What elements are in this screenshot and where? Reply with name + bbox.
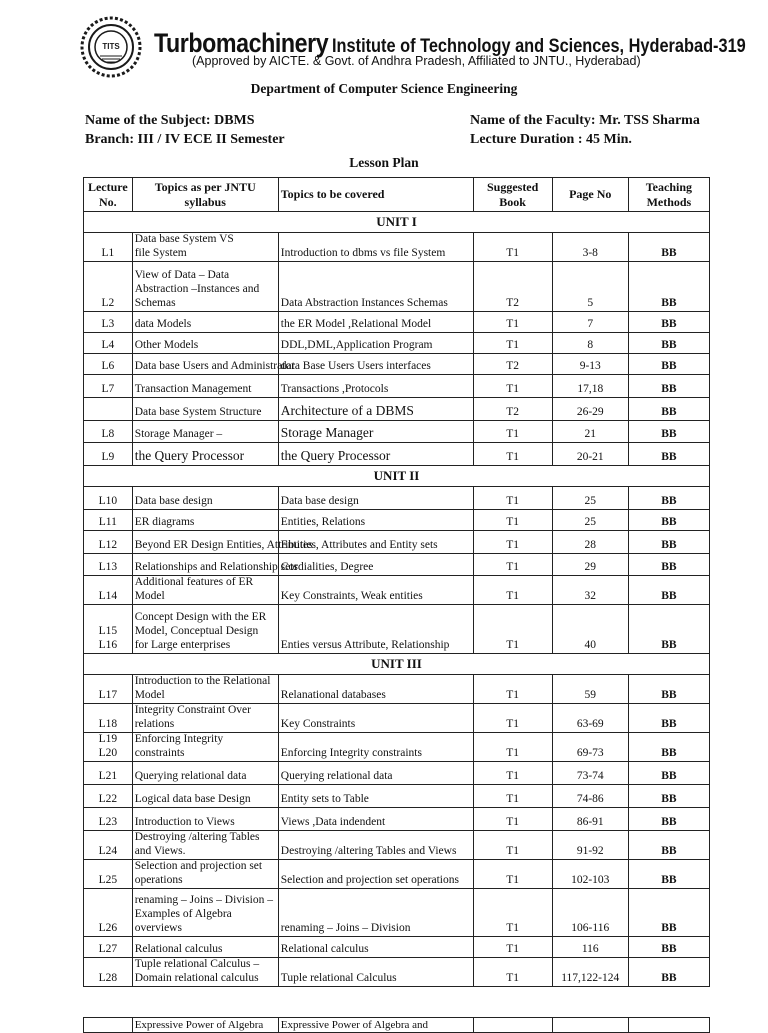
syllabus-cell-line: Concept Design with the ER [134, 611, 267, 624]
teaching-method-cell: BB [628, 332, 709, 353]
book-cell: T1 [473, 830, 552, 859]
page-no-cell: 102-103 [552, 859, 628, 888]
syllabus-cell [132, 957, 278, 986]
topic-cell: Destroying /altering Tables and Views [278, 830, 473, 859]
syllabus-cell-line: for Large enterprises [134, 638, 231, 651]
lecture-no-cell-line: L16 [98, 638, 118, 651]
unit-heading-row [84, 653, 710, 674]
institute-logo [80, 16, 142, 78]
table-header-row [84, 178, 710, 212]
teaching-method-cell: BB [628, 674, 709, 703]
topic-cell: Data Abstraction Instances Schemas [278, 261, 473, 311]
letterhead [80, 14, 746, 76]
topic-cell: Introduction to dbms vs file System [278, 233, 473, 262]
book-cell: T2 [473, 261, 552, 311]
teaching-method-cell: BB [628, 761, 709, 784]
syllabus-cell [132, 703, 278, 732]
table-row [84, 807, 710, 830]
syllabus-cell [132, 936, 278, 957]
syllabus-cell [132, 674, 278, 703]
page-no-cell: 40 [552, 604, 628, 653]
table-row [84, 486, 710, 509]
teaching-method-cell: BB [628, 397, 709, 420]
page-no-cell: 7 [552, 311, 628, 332]
lecture-no-cell-line: L8 [101, 427, 115, 440]
syllabus-cell-line: Abstraction –Instances and [134, 283, 260, 295]
table-row [84, 353, 710, 374]
page-no-cell: 106-116 [552, 888, 628, 936]
teaching-method-cell: BB [628, 859, 709, 888]
lecture-no-cell-line: L7 [101, 382, 115, 395]
teaching-method-cell: BB [628, 530, 709, 553]
table-row [84, 674, 710, 703]
syllabus-cell-line: Data base Users and Administrator [134, 359, 296, 372]
teaching-method-cell: BB [628, 936, 709, 957]
syllabus-cell [132, 530, 313, 553]
book-cell: T1 [473, 420, 552, 442]
table-row [84, 397, 710, 420]
topic-cell: the Query Processor [278, 442, 473, 465]
book-cell: T1 [473, 553, 552, 575]
syllabus-cell-line: operations [134, 873, 183, 886]
teaching-method-cell: BB [628, 486, 709, 509]
syllabus-cell-line: renaming – Joins – Division – [134, 894, 274, 907]
syllabus-cell-line: overviews [134, 921, 182, 934]
syllabus-cell-line: Introduction to Views [134, 815, 235, 828]
topic-cell: Transactions ,Protocols [278, 374, 473, 397]
syllabus-cell-line: and Views. [134, 844, 186, 857]
unit-heading-row [84, 465, 710, 486]
page-no-cell: 32 [552, 575, 628, 604]
lecture-no-cell-line: L3 [101, 317, 115, 330]
table-row [84, 957, 710, 986]
lecture-no-cell-line: L6 [101, 359, 115, 372]
page-no-cell: 86-91 [552, 807, 628, 830]
topic-cell: Cordialities, Degree [278, 553, 473, 575]
teaching-method-cell: BB [628, 703, 709, 732]
lecture-no-cell-line: L15 [98, 625, 118, 637]
lecture-no-cell-line: L10 [98, 494, 118, 507]
topic-cell: DDL,DML,Application Program [278, 332, 473, 353]
syllabus-cell [132, 374, 278, 397]
syllabus-cell-line: file System [134, 246, 187, 259]
page-no-cell: 26-29 [552, 397, 628, 420]
syllabus-cell [132, 732, 278, 761]
lecture-no-cell [84, 830, 133, 859]
lecture-no-cell-line: L18 [98, 717, 118, 730]
lecture-no-cell-line: L9 [101, 450, 115, 463]
book-cell: T1 [473, 233, 552, 262]
syllabus-cell-line: Introduction to the Relational [134, 675, 271, 687]
syllabus-cell-line: Tuple relational Calculus – [134, 958, 260, 970]
table-row [84, 374, 710, 397]
unit-title: UNIT II [84, 465, 710, 486]
table-row [84, 936, 710, 957]
table-row [84, 859, 710, 888]
page-no-cell: 3-8 [552, 233, 628, 262]
page-no-cell: 91-92 [552, 830, 628, 859]
department-title: Department of Computer Science Engineering [250, 81, 518, 96]
syllabus-cell-line: Model [134, 688, 165, 701]
book-cell: T1 [473, 732, 552, 761]
page-no-cell: 25 [552, 486, 628, 509]
table-row [84, 261, 710, 311]
header-page-no: Page No [552, 178, 628, 212]
syllabus-cell-line: Relationships and Relationship sets [134, 560, 298, 573]
lecture-no-cell [84, 442, 133, 465]
teaching-method-cell: BB [628, 732, 709, 761]
topic-cell: Entities, Attributes and Entity sets [278, 530, 473, 553]
lecture-no-cell [84, 936, 133, 957]
book-cell: T1 [473, 936, 552, 957]
unit-title: UNIT I [84, 212, 710, 233]
lecture-no-cell-line: L28 [98, 971, 118, 984]
topic-cell: renaming – Joins – Division [278, 888, 473, 936]
syllabus-cell [132, 397, 278, 420]
teaching-method-cell: BB [628, 784, 709, 807]
syllabus-cell-line: the Query Processor [134, 448, 245, 464]
syllabus-cell-line: relations [134, 717, 175, 730]
lecture-no-cell [84, 530, 133, 553]
book-cell: T1 [473, 575, 552, 604]
table-row [84, 420, 710, 442]
table-row [84, 530, 710, 553]
institute-name-rest: Institute of Technology and Sciences, Hyderabad-319 [332, 36, 746, 57]
table-row [84, 1018, 710, 1033]
lecture-no-cell [84, 604, 133, 653]
page-no-cell: 117,122-124 [552, 957, 628, 986]
lecture-no-cell-line: L21 [98, 769, 118, 782]
lecture-no-cell-line: L4 [101, 338, 115, 351]
syllabus-cell-line: Model [134, 589, 165, 602]
lecture-no-cell [84, 397, 133, 420]
syllabus-cell-line: Storage Manager – [134, 427, 223, 440]
table-row [84, 332, 710, 353]
branch: Branch: III / IV ECE II Semester [85, 132, 285, 147]
book-cell: T1 [473, 486, 552, 509]
page-no-cell: 73-74 [552, 761, 628, 784]
syllabus-cell [132, 830, 278, 859]
header-lecture-no: Lecture No. [84, 178, 133, 212]
lecture-no-cell-line: L17 [98, 688, 118, 701]
lecture-no-cell-line: L11 [98, 515, 117, 528]
lecture-no-cell [84, 233, 133, 262]
topic-cell: Relanational databases [278, 674, 473, 703]
syllabus-cell [132, 486, 278, 509]
syllabus-cell-line: Destroying /altering Tables [134, 831, 260, 843]
lecture-no-cell-line: L25 [98, 873, 118, 886]
syllabus-cell: Expressive Power of Algebra [132, 1018, 278, 1033]
lecture-no-cell-line: L1 [101, 246, 115, 259]
table-row [84, 703, 710, 732]
page-no-cell: 5 [552, 261, 628, 311]
unit-heading-row [84, 212, 710, 233]
teaching-method-cell: BB [628, 553, 709, 575]
header-suggested-book: Suggested Book [473, 178, 552, 212]
topic-cell: Enties versus Attribute, Relationship [278, 604, 473, 653]
syllabus-cell [132, 859, 278, 888]
lecture-no-cell [84, 311, 133, 332]
topic-cell: Selection and projection set operations [278, 859, 473, 888]
page-no-cell: 116 [552, 936, 628, 957]
lecture-no-cell-line: L22 [98, 792, 118, 805]
lecture-no-cell [84, 420, 133, 442]
syllabus-cell [132, 353, 296, 374]
lecture-no-cell [84, 703, 133, 732]
topic-cell: Relational calculus [278, 936, 473, 957]
teaching-method-cell: BB [628, 830, 709, 859]
lecture-no-cell [84, 575, 133, 604]
lecture-no-cell [84, 353, 133, 374]
syllabus-cell [132, 888, 278, 936]
topic-cell: Key Constraints [278, 703, 473, 732]
syllabus-cell-line: Selection and projection set [134, 860, 263, 872]
topic-cell: Views ,Data indendent [278, 807, 473, 830]
lecture-no-cell [84, 553, 133, 575]
syllabus-cell [132, 807, 278, 830]
topic-cell: Architecture of a DBMS [278, 397, 473, 420]
syllabus-cell-line: Other Models [134, 338, 199, 351]
syllabus-cell [132, 553, 298, 575]
syllabus-cell-line: Model, Conceptual Design [134, 625, 259, 637]
institute-brand: Turbomachinery [154, 28, 329, 58]
book-cell: T1 [473, 784, 552, 807]
teaching-method-cell: BB [628, 374, 709, 397]
syllabus-cell [132, 604, 278, 653]
page-no-cell: 9-13 [552, 353, 628, 374]
syllabus-cell-line: data Models [134, 317, 192, 330]
lecture-no-cell [84, 261, 133, 311]
header-teaching-methods: Teaching Methods [628, 178, 709, 212]
book-cell: T1 [473, 442, 552, 465]
page-no-cell: 63-69 [552, 703, 628, 732]
lecture-no-cell-line: L24 [98, 844, 118, 857]
topic-cell: Tuple relational Calculus [278, 957, 473, 986]
syllabus-cell-line: Logical data base Design [134, 792, 251, 805]
syllabus-cell [132, 233, 278, 262]
syllabus-cell-line: Additional features of ER [134, 576, 254, 588]
book-cell: T2 [473, 397, 552, 420]
syllabus-cell-line: Data base System Structure [134, 405, 262, 418]
topic-cell: Entities, Relations [278, 509, 473, 530]
teaching-method-cell: BB [628, 604, 709, 653]
table-row [84, 509, 710, 530]
approval-line: (Approved by AICTE. & Govt. of Andhra Pradesh, Affiliated to JNTU., Hyderabad) [192, 54, 641, 68]
lecture-no-cell [84, 784, 133, 807]
syllabus-cell [132, 420, 278, 442]
table-row [84, 233, 710, 262]
lecture-no-cell [84, 674, 133, 703]
faculty-name: Name of the Faculty: Mr. TSS Sharma [470, 113, 700, 128]
syllabus-cell [132, 311, 278, 332]
teaching-method-cell: BB [628, 888, 709, 936]
page-no-cell: 74-86 [552, 784, 628, 807]
topic-cell: Key Constraints, Weak entities [278, 575, 473, 604]
syllabus-cell-line: ER diagrams [134, 515, 195, 528]
lecture-no-cell [84, 486, 133, 509]
syllabus-cell-line: Data base design [134, 494, 213, 507]
teaching-method-cell: BB [628, 957, 709, 986]
page-no-cell: 69-73 [552, 732, 628, 761]
lecture-no-cell-line: L20 [98, 746, 118, 759]
topic-cell: Querying relational data [278, 761, 473, 784]
syllabus-cell-line: View of Data – Data [134, 269, 230, 282]
lecture-no-cell [84, 807, 133, 830]
table-row [84, 732, 710, 761]
logo-text: TITS [102, 42, 120, 51]
syllabus-cell-line: Examples of Algebra [134, 908, 232, 920]
book-cell: T1 [473, 807, 552, 830]
lecture-no-cell-line: L14 [98, 589, 118, 602]
table-row [84, 575, 710, 604]
lecture-no-cell-line: L19 [98, 733, 118, 745]
page-no-cell: 28 [552, 530, 628, 553]
book-cell: T1 [473, 674, 552, 703]
topic-cell: data Base Users Users interfaces [278, 353, 473, 374]
page-no-cell: 21 [552, 420, 628, 442]
syllabus-cell [132, 761, 278, 784]
unit-title: UNIT III [84, 653, 710, 674]
lecture-no-cell-line: L2 [101, 296, 115, 309]
book-cell: T1 [473, 859, 552, 888]
lecture-no-cell [84, 732, 133, 761]
lecture-no-cell [84, 332, 133, 353]
syllabus-cell-line: Querying relational data [134, 769, 247, 782]
topic-cell: Expressive Power of Algebra and [278, 1018, 473, 1033]
book-cell: T1 [473, 530, 552, 553]
teaching-method-cell: BB [628, 233, 709, 262]
lecture-no-cell [84, 957, 133, 986]
syllabus-cell-line: Transaction Management [134, 382, 252, 395]
lecture-duration: Lecture Duration : 45 Min. [470, 132, 632, 147]
lecture-no-cell [84, 859, 133, 888]
header-topics-covered: Topics to be covered [278, 178, 473, 212]
book-cell: T1 [473, 332, 552, 353]
teaching-method-cell: BB [628, 807, 709, 830]
book-cell: T1 [473, 509, 552, 530]
teaching-method-cell: BB [628, 353, 709, 374]
book-cell: T1 [473, 374, 552, 397]
book-cell: T1 [473, 311, 552, 332]
syllabus-cell-line: Beyond ER Design Entities, Attributes [134, 538, 313, 551]
teaching-method-cell: BB [628, 509, 709, 530]
topic-cell: Storage Manager [278, 420, 473, 442]
teaching-method-cell: BB [628, 442, 709, 465]
lecture-no-cell-line: L13 [98, 560, 118, 573]
lecture-no-cell [84, 509, 133, 530]
teaching-method-cell: BB [628, 311, 709, 332]
page-no-cell: 59 [552, 674, 628, 703]
syllabus-cell-line: Integrity Constraint Over [134, 704, 251, 716]
book-cell: T1 [473, 761, 552, 784]
lesson-plan-table [83, 177, 710, 987]
table-row [84, 761, 710, 784]
table-row [84, 553, 710, 575]
topic-cell: the ER Model ,Relational Model [278, 311, 473, 332]
lecture-no-cell [84, 374, 133, 397]
lecture-no-cell [84, 761, 133, 784]
lesson-plan-body [84, 212, 710, 987]
page-no-cell: 25 [552, 509, 628, 530]
syllabus-cell [132, 575, 278, 604]
table-row [84, 888, 710, 936]
syllabus-cell-line: constraints [134, 746, 185, 759]
teaching-method-cell: BB [628, 575, 709, 604]
syllabus-cell [132, 332, 278, 353]
table-row [84, 442, 710, 465]
page-no-cell: 29 [552, 553, 628, 575]
book-cell: T1 [473, 703, 552, 732]
book-cell: T1 [473, 957, 552, 986]
syllabus-cell [132, 442, 278, 465]
syllabus-cell-line: Data base System VS [134, 233, 234, 245]
lecture-no-cell-line: L26 [98, 921, 118, 934]
lecture-no-cell-line: L27 [98, 942, 118, 955]
syllabus-cell [132, 784, 278, 807]
header-syllabus-topics: Topics as per JNTU syllabus [132, 178, 278, 212]
lecture-no-cell [84, 888, 133, 936]
lesson-plan-title: Lesson Plan [349, 155, 419, 170]
syllabus-cell-line: Schemas [134, 296, 176, 309]
table-row [84, 830, 710, 859]
lecture-no-cell-line: L12 [98, 538, 118, 551]
syllabus-cell-line: Relational calculus [134, 942, 223, 955]
book-cell: T1 [473, 888, 552, 936]
subject-name: Name of the Subject: DBMS [85, 113, 255, 128]
teaching-method-cell: BB [628, 261, 709, 311]
book-cell: T1 [473, 604, 552, 653]
teaching-method-cell: BB [628, 420, 709, 442]
syllabus-cell-line: Domain relational calculus [134, 971, 259, 984]
syllabus-cell [132, 509, 278, 530]
page-no-cell: 8 [552, 332, 628, 353]
topic-cell: Enforcing Integrity constraints [278, 732, 473, 761]
syllabus-cell [132, 261, 278, 311]
table-row [84, 604, 710, 653]
book-cell: T2 [473, 353, 552, 374]
page-no-cell: 17,18 [552, 374, 628, 397]
topic-cell: Entity sets to Table [278, 784, 473, 807]
topic-cell: Data base design [278, 486, 473, 509]
next-page-table-fragment [83, 1017, 710, 1033]
syllabus-cell-line: Enforcing Integrity [134, 733, 224, 745]
table-row [84, 311, 710, 332]
lecture-no-cell-line: L23 [98, 815, 118, 828]
table-row [84, 784, 710, 807]
page-no-cell: 20-21 [552, 442, 628, 465]
